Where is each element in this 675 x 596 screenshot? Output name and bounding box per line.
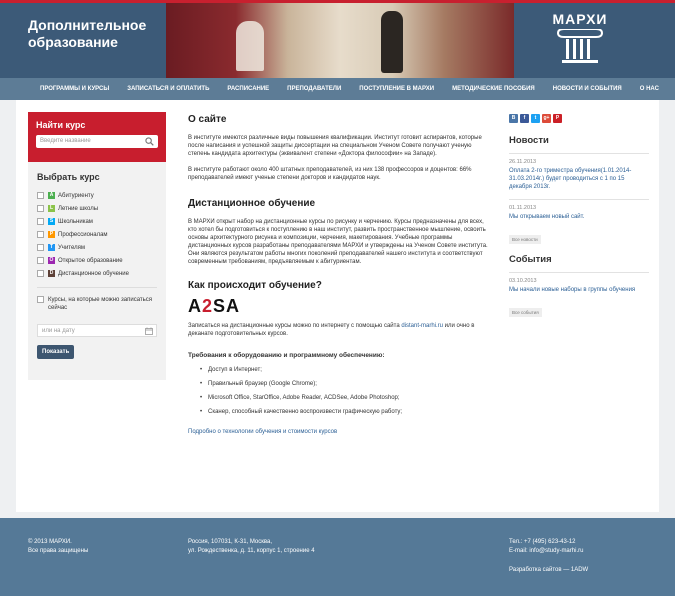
requirements-title: Требования к оборудованию и программному обеспечению: (188, 352, 385, 359)
category-badge: D (49, 270, 54, 276)
filter-item[interactable] (37, 202, 157, 215)
distance-title: Дистанционное обучение (188, 198, 316, 209)
filter-item[interactable] (37, 189, 157, 202)
nav-teachers[interactable]: ПРЕПОДАВАТЕЛИ (287, 86, 342, 92)
nav-schedule[interactable]: РАСПИСАНИЕ (227, 86, 270, 92)
news-item (509, 199, 649, 221)
enroll-text-after: или очно в деканате подготовительных курсов. (188, 323, 475, 337)
about-title: О сайте (188, 114, 227, 125)
column-icon (552, 29, 608, 65)
divider (37, 287, 157, 288)
header-photo (166, 3, 514, 78)
main-content (188, 114, 488, 444)
checkbox[interactable] (37, 270, 44, 277)
checkbox[interactable] (37, 231, 44, 238)
filter-item[interactable] (37, 254, 157, 267)
open-enrollment-label: Курсы, на которые можно записаться сейчас (48, 297, 153, 311)
vk-icon[interactable]: B (509, 114, 518, 123)
course-search-panel (28, 112, 166, 162)
checkbox[interactable] (37, 192, 44, 199)
address-line-2: ул. Рождественка, д. 11, корпус 1, строение 4 (188, 548, 315, 554)
logo-text: МАРХИ (552, 11, 608, 27)
a2sa-letters-rest: SA (213, 296, 241, 316)
rights-text: Все права защищены (28, 548, 89, 554)
nav-admission[interactable]: ПОСТУПЛЕНИЕ В МАРХИ (359, 86, 435, 92)
statue-dark-shape (381, 11, 403, 73)
main-navigation (0, 78, 675, 100)
category-badge: O (49, 257, 54, 263)
event-item (509, 272, 649, 294)
search-input[interactable] (36, 135, 158, 148)
show-button[interactable]: Показать (37, 345, 74, 359)
checkbox[interactable] (37, 257, 44, 264)
email-link[interactable]: E-mail: info@study-marhi.ru (509, 548, 584, 554)
distant-marhi-link[interactable]: distant-marhi.ru (401, 323, 444, 329)
copyright-text: © 2013 МАРХИ. (28, 539, 72, 545)
list-item: • Сканер, способный качественно воспроизвести графическую работу; (200, 408, 488, 422)
category-badge: P (49, 231, 54, 237)
enroll-text-before: Записаться на дистанционные курсы можно по интернету с помощью сайта (188, 323, 402, 329)
date-input[interactable] (37, 324, 157, 337)
event-date: 03.10.2013 (509, 278, 537, 284)
events-title: События (509, 254, 552, 265)
list-item: • Microsoft Office, StarOffice, Adobe Reader, ACDSee, Adobe Photoshop; (200, 394, 488, 408)
date-placeholder: или на дату (42, 328, 75, 334)
about-paragraph-1: В институте имеются различные виды повышения квалификации. Институт готовит аспирантов, которые после написания и успешной защиты диссертации на специальном Ученом Совете получают ученую степень кандидата архитектуры (эквивалент степени «Доктора философии» на Западе). (188, 135, 482, 157)
filter-label: Летние школы (58, 205, 99, 212)
footer-address (188, 538, 315, 556)
checkbox[interactable] (37, 244, 44, 251)
news-item (509, 153, 649, 191)
statue-white-shape (236, 21, 264, 71)
search-icon[interactable] (145, 137, 154, 146)
distance-paragraph: В МАРХИ открыт набор на дистанционные курсы по рисунку и черчению. Курсы предназначены для всех, кто хотел бы подготовиться к поступлению в наш институт, развить пространственное мышление, освоить основы архитектурного рисунка и композиции, черчения, макетирования. Учебные программы дистанционных курсов разработаны преподавателями МАРХИ и утверждены на Ученом Совете института. Они являются результатом работы многих поколений преподавателей нашего института и соответствуют современным требованиям, предъявляемым к абитуриентам. (188, 219, 488, 265)
category-badge: A (49, 192, 54, 198)
filter-heading: Выбрать курс (37, 172, 100, 182)
nav-programs[interactable]: ПРОГРАММЫ И КУРСЫ (40, 86, 110, 92)
google-plus-icon[interactable]: g+ (543, 115, 550, 121)
filter-item[interactable] (37, 241, 157, 254)
checkbox[interactable] (37, 296, 44, 303)
all-events-button[interactable]: Все события (509, 308, 542, 317)
news-link[interactable]: Мы открываем новый сайт. (509, 214, 585, 220)
requirements-list (188, 366, 488, 422)
about-paragraph-2: В институте работают около 400 штатных преподавателей, из них 138 профессоров и доцентов: 66% преподавателей имеют ученые степени докторов и кандидатов наук. (188, 167, 472, 181)
developer-link[interactable]: Разработка сайтов — 1ADW (509, 567, 589, 573)
pinterest-icon[interactable]: P (553, 114, 562, 123)
checkbox[interactable] (37, 205, 44, 212)
how-title: Как происходит обучение? (188, 280, 322, 291)
a2sa-logo[interactable] (188, 296, 488, 316)
footer-copyright (28, 538, 88, 556)
filter-label: Абитуриенту (58, 192, 94, 199)
category-badge: T (49, 244, 54, 250)
a2sa-letter-a: A (188, 296, 202, 316)
calendar-icon[interactable] (145, 327, 153, 335)
filter-label: Профессионалам (58, 231, 108, 238)
search-placeholder: Введите название (40, 138, 91, 144)
enroll-paragraph (188, 322, 488, 338)
news-title: Новости (509, 135, 549, 146)
address-line-1: Россия, 107031, К-31, Москва, (188, 539, 273, 545)
all-news-button[interactable]: Все новости (509, 235, 541, 244)
news-date: 26.11.2013 (509, 159, 537, 165)
filter-label: Школьникам (58, 218, 93, 225)
site-footer (0, 518, 675, 596)
course-filter-panel (28, 162, 166, 380)
phone-text: Тел.: +7 (495) 623-43-12 (509, 539, 576, 545)
nav-enroll-pay[interactable]: ЗАПИСАТЬСЯ И ОПЛАТИТЬ (127, 86, 210, 92)
open-enrollment-option[interactable] (37, 296, 157, 312)
filter-item[interactable] (37, 215, 157, 228)
marhi-logo[interactable] (540, 11, 620, 69)
list-item: • Доступ в Интернет; (200, 366, 488, 380)
filter-label: Дистанционное обучение (58, 270, 129, 277)
news-date: 01.11.2013 (509, 205, 537, 211)
nav-about[interactable]: О НАС (639, 86, 659, 92)
filter-item[interactable] (37, 228, 157, 241)
news-link[interactable]: Оплата 2-го триместра обучения(1.01.2014- 31.03.2014г.) будет проводиться с 1 по 15 декабря 2013г. (509, 168, 632, 190)
right-sidebar (509, 114, 649, 327)
twitter-icon[interactable]: t (531, 114, 540, 123)
footer-contacts (509, 538, 583, 556)
nav-manuals[interactable]: МЕТОДИЧЕСКИЕ ПОСОБИЯ (452, 86, 535, 92)
event-link[interactable]: Мы начали новые наборы в группы обучения (509, 287, 636, 293)
filter-label: Учителям (58, 244, 85, 251)
more-info-link[interactable]: Подробно о технологии обучения и стоимости курсов (188, 429, 338, 435)
category-badge: S (49, 218, 54, 224)
facebook-icon[interactable]: f (520, 114, 529, 123)
site-title[interactable]: Дополнительное образование (28, 17, 147, 50)
list-item: • Правильный браузер (Google Chrome); (200, 380, 488, 394)
filter-item[interactable] (37, 267, 157, 280)
more-paragraph (188, 428, 488, 436)
site-header (0, 3, 675, 78)
a2sa-digit: 2 (202, 296, 214, 316)
social-buttons (509, 114, 649, 123)
nav-news-events[interactable]: НОВОСТИ И СОБЫТИЯ (552, 86, 622, 92)
category-badge: L (49, 205, 54, 211)
checkbox[interactable] (37, 218, 44, 225)
filter-label: Открытое образование (58, 257, 123, 264)
search-heading: Найти курс (36, 120, 86, 130)
